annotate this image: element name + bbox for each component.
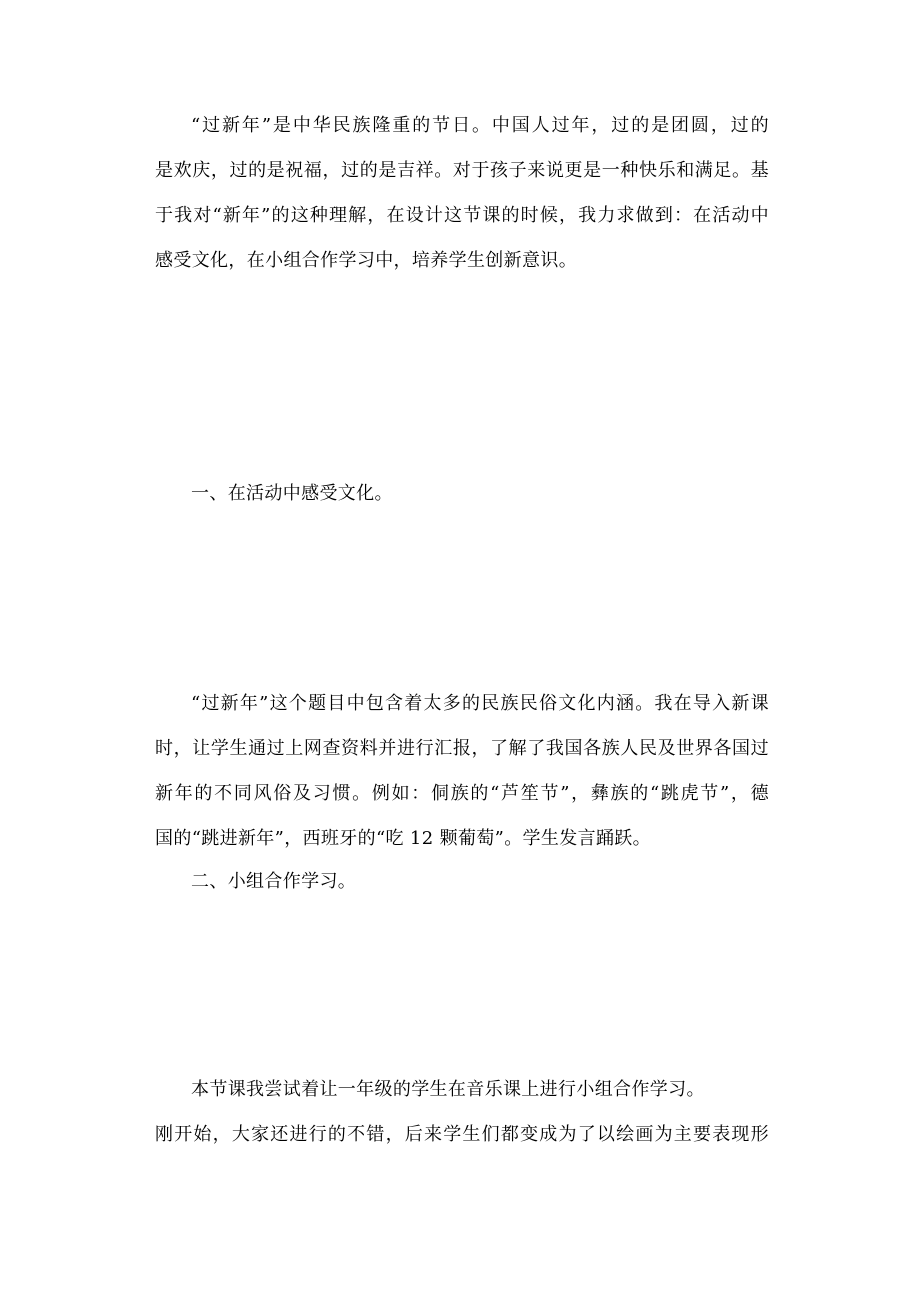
paragraph-line: 是欢庆，过的是祝福，过的是吉祥。对于孩子来说更是一种快乐和满足。基 [155,160,769,181]
paragraph-group-study [155,1078,769,1168]
paragraph-line: 新年的不同风俗及习惯。例如：侗族的“芦笙节”，彝族的“跳虎节”，德 [155,783,769,804]
paragraph-line: 国的“跳进新年”，西班牙的“吃 12 颗葡萄”。学生发言踊跃。 [155,828,652,849]
heading-text: 二、小组合作学习。 [191,871,357,892]
paragraph-line: “过新年”这个题目中包含着太多的民族民俗文化内涵。我在导入新课 [191,693,769,714]
paragraph-intro [155,114,769,294]
paragraph-culture [155,692,769,872]
paragraph-line: 感受文化，在小组合作学习中，培养学生创新意识。 [155,250,578,271]
section-heading-2 [155,870,769,915]
section-heading-1 [155,482,769,527]
paragraph-line: 刚开始，大家还进行的不错，后来学生们都变成为了以绘画为主要表现形 [155,1124,769,1145]
paragraph-line: 于我对“新年”的这种理解，在设计这节课的时候，我力求做到：在活动中 [155,205,769,226]
paragraph-line: “过新年”是中华民族隆重的节日。中国人过年，过的是团圆，过的 [191,115,769,136]
paragraph-line: 本节课我尝试着让一年级的学生在音乐课上进行小组合作学习。 [191,1079,705,1100]
paragraph-line: 时，让学生通过上网查资料并进行汇报，了解了我国各族人民及世界各国过 [155,738,769,759]
heading-text: 一、在活动中感受文化。 [191,483,393,504]
